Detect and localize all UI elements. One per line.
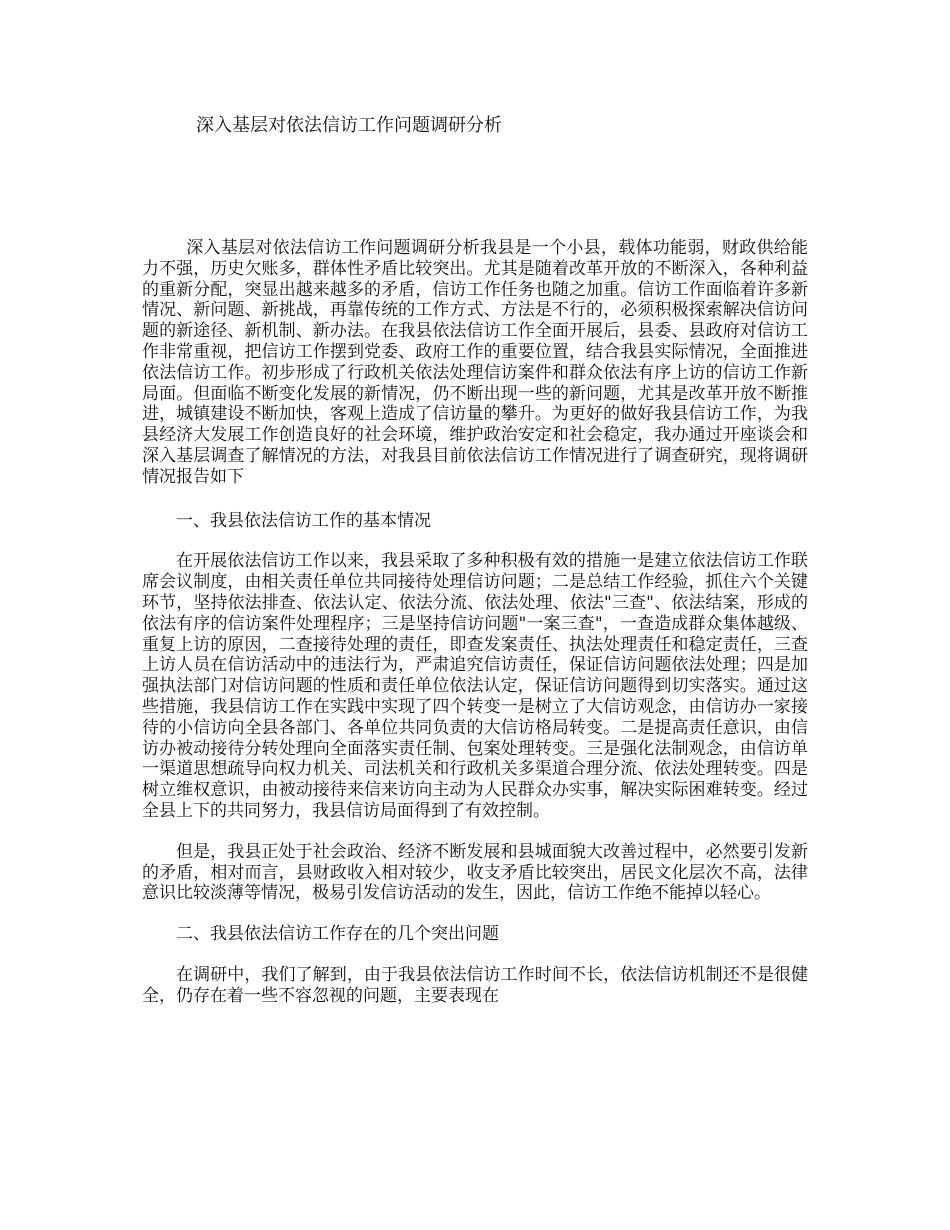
section-heading-1: 一、我县依法信访工作的基本情况	[176, 510, 431, 531]
paragraph-gap	[142, 822, 808, 842]
paragraph-gap	[142, 531, 808, 551]
document-body	[142, 238, 808, 1007]
paragraph-gap	[142, 904, 808, 924]
document-title: 深入基层对依法信访工作问题调研分析	[196, 115, 502, 136]
findings-paragraph: 在调研中，我们了解到，由于我县依法信访工作时间不长，依法信访机制还不是很健全，仍存在着一些不容忽视的问题，主要表现在	[142, 964, 808, 1006]
paragraph-gap	[142, 488, 808, 511]
intro-paragraph: 深入基层对依法信访工作问题调研分析我县是一个小县，载体功能弱，财政供给能力不强，历史欠账多，群体性矛盾比较突出。尤其是随着改革开放的不断深入，各种利益的重新分配，突显出越来越多的矛盾，信访工作任务也随之加重。信访工作面临着许多新情况、新问题、新挑战，再靠传统的工作方式、方法是不行的，必须积极探索解决信访问题的新途径、新机制、新办法。在我县依法信访工作全面开展后，县委、县政府对信访工作非常重视，把信访工作摆到党委、政府工作的重要位置，结合我县实际情况，全面推进依法信访工作。初步形成了行政机关依法处理信访案件和群众依法有序上访的信访工作新局面。但面临不断变化发展的新情况，仍不断出现一些的新问题，尤其是改革开放不断推进，城镇建设不断加快，客观上造成了信访量的攀升。为更好的做好我县信访工作，为我县经济大发展工作创造良好的社会环境，维护政治安定和社会稳定，我办通过开座谈会和深入基层调查了解情况的方法，对我县目前依法信访工作情况进行了调查研究，现将调研情况报告如下	[142, 238, 808, 487]
measures-paragraph: 在开展依法信访工作以来，我县采取了多种积极有效的措施一是建立依法信访工作联席会议制度，由相关责任单位共同接待处理信访问题；二是总结工作经验，抓住六个关键环节，坚持依法排查、依法认定、依法分流、依法处理、依法"三查"、依法结案，形成的依法有序的信访案件处理程序；三是坚持信访问题"一案三查"，一查造成群众集体越级、重复上访的原因，二查接待处理的责任，即查发案责任、执法处理责任和稳定责任，三查上访人员在信访活动中的违法行为，严肃追究信访责任，保证信访问题依法处理；四是加强执法部门对信访问题的性质和责任单位依法认定，保证信访问题得到切实落实。通过这些措施，我县信访工作在实践中实现了四个转变一是树立了大信访观念，由信访办一家接待的小信访向全县各部门、各单位共同负责的大信访格局转变。二是提高责任意识，由信访办被动接待分转处理向全面落实责任制、包案处理转变。三是强化法制观念，由信访单一渠道思想疏导向权力机关、司法机关和行政机关多渠道合理分流、依法处理转变。四是树立维权意识，由被动接待来信来访向主动为人民群众办实事，解决实际困难转变。经过全县上下的共同努力，我县信访局面得到了有效控制。	[142, 551, 808, 821]
however-paragraph: 但是，我县正处于社会政治、经济不断发展和县城面貌大改善过程中，必然要引发新的矛盾，相对而言，县财政收入相对较少，收支矛盾比较突出，居民文化层次不高，法律意识比较淡薄等情况，极易引发信访活动的发生，因此，信访工作绝不能掉以轻心。	[142, 841, 808, 904]
section-heading-2: 二、我县依法信访工作存在的几个突出问题	[176, 924, 499, 945]
paragraph-gap	[142, 945, 808, 965]
